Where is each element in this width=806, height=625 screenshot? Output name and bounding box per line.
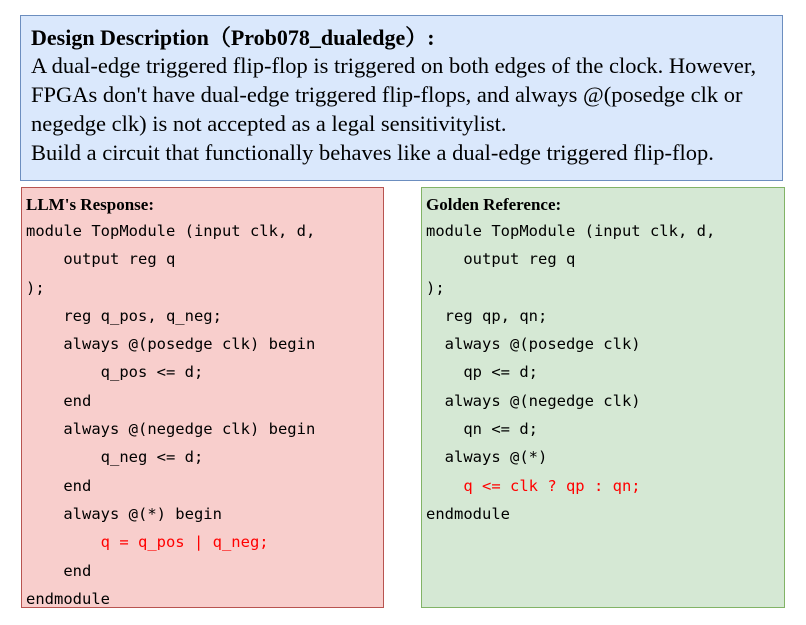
highlighted-code-line: q = q_pos | q_neg; — [26, 533, 269, 552]
code-line: ); — [426, 278, 445, 297]
code-line: always @(negedge clk) begin — [26, 420, 316, 439]
code-line: qp <= d; — [426, 363, 538, 382]
code-line: always @(*) begin — [26, 504, 222, 523]
code-line: ); — [26, 278, 45, 297]
code-line: end — [26, 476, 92, 495]
code-line: module TopModule (input clk, d, — [426, 222, 716, 240]
code-line: qn <= d; — [426, 420, 538, 439]
description-line: negedge clk) is not accepted as a legal sensitivitylist. — [31, 111, 507, 136]
code-line: always @(posedge clk) — [426, 335, 641, 354]
code-line: q_neg <= d; — [26, 448, 204, 467]
code-line: end — [26, 391, 92, 410]
code-line: always @(posedge clk) begin — [26, 335, 316, 354]
golden-reference-header: Golden Reference: — [426, 195, 562, 214]
golden-reference-box — [421, 187, 785, 608]
code-line: end — [26, 561, 92, 580]
code-line: endmodule — [426, 504, 510, 523]
description-line: FPGAs don't have dual-edge triggered flip-flops, and always @(posedge clk or — [31, 82, 743, 107]
llm-response-box — [21, 187, 384, 608]
code-line: output reg q — [426, 250, 576, 269]
llm-response-header: LLM's Response: — [26, 195, 154, 214]
code-line: module TopModule (input clk, d, — [26, 222, 316, 240]
description-line: Build a circuit that functionally behaves like a dual-edge triggered flip-flop. — [31, 140, 714, 165]
description-line: A dual-edge triggered flip-flop is triggered on both edges of the clock. However, — [31, 53, 757, 78]
code-line: reg qp, qn; — [426, 306, 548, 325]
code-line: always @(negedge clk) — [426, 391, 641, 410]
code-line: q_pos <= d; — [26, 363, 204, 382]
highlighted-code-line: q <= clk ? qp : qn; — [426, 476, 641, 495]
code-line: reg q_pos, q_neg; — [26, 306, 222, 325]
description-title: Design Description（Prob078_dualedge）: — [31, 25, 435, 50]
code-line: endmodule — [26, 589, 110, 608]
design-description-box — [20, 15, 783, 181]
code-line: output reg q — [26, 250, 176, 269]
code-line: always @(*) — [426, 448, 548, 467]
